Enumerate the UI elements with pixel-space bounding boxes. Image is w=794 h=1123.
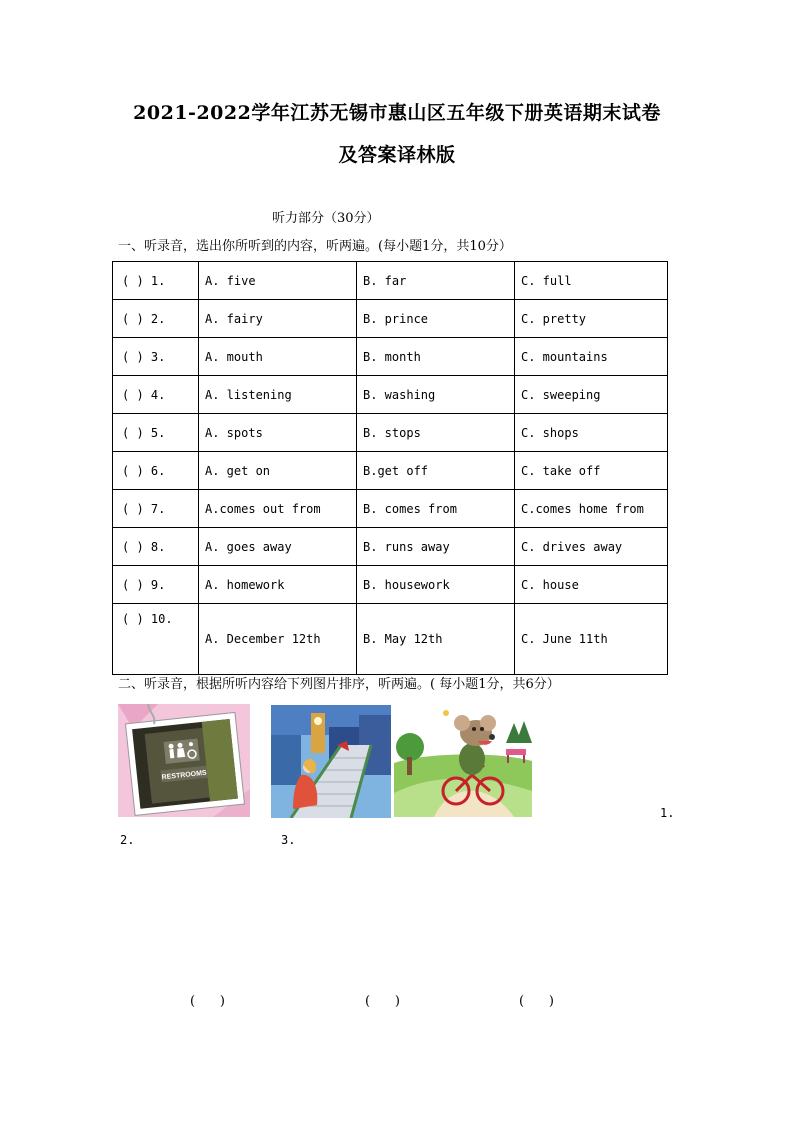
option-a: A. homework bbox=[199, 566, 357, 604]
question-number[interactable]: ( ) 5. bbox=[113, 414, 199, 452]
table-row bbox=[113, 566, 668, 604]
option-b: B. washing bbox=[357, 376, 515, 414]
option-a: A. December 12th bbox=[199, 604, 357, 675]
option-c: C. full bbox=[515, 262, 668, 300]
answer-paren-1[interactable]: ( ) bbox=[190, 994, 225, 1009]
question-number[interactable]: ( ) 8. bbox=[113, 528, 199, 566]
question-number[interactable]: ( ) 7. bbox=[113, 490, 199, 528]
answer-paren-2[interactable]: ( ) bbox=[365, 994, 400, 1009]
option-b: B. stops bbox=[357, 414, 515, 452]
option-a: A. get on bbox=[199, 452, 357, 490]
option-a: A. listening bbox=[199, 376, 357, 414]
table-row bbox=[113, 338, 668, 376]
option-b: B. housework bbox=[357, 566, 515, 604]
option-b: B. May 12th bbox=[357, 604, 515, 675]
option-b: B. far bbox=[357, 262, 515, 300]
table-row bbox=[113, 452, 668, 490]
option-b: B.get off bbox=[357, 452, 515, 490]
option-b: B. runs away bbox=[357, 528, 515, 566]
option-c: C. take off bbox=[515, 452, 668, 490]
table-row bbox=[113, 528, 668, 566]
question-number[interactable]: ( ) 2. bbox=[113, 300, 199, 338]
section1-heading: 一、听录音，选出你所听到的内容，听两遍。(每小题1分，共10分） bbox=[118, 239, 512, 254]
table-row bbox=[113, 300, 668, 338]
table-row bbox=[113, 376, 668, 414]
question-number[interactable]: ( ) 6. bbox=[113, 452, 199, 490]
option-c: C. drives away bbox=[515, 528, 668, 566]
option-c: C. sweeping bbox=[515, 376, 668, 414]
document-title-line2: 及答案译林版 bbox=[338, 144, 456, 166]
question-number[interactable]: ( ) 9. bbox=[113, 566, 199, 604]
question-number[interactable]: ( ) 3. bbox=[113, 338, 199, 376]
option-c: C. house bbox=[515, 566, 668, 604]
option-a: A. goes away bbox=[199, 528, 357, 566]
option-b: B. prince bbox=[357, 300, 515, 338]
restrooms-text: RESTROOMS bbox=[161, 769, 208, 782]
section2-heading: 二、听录音，根据所听内容给下列图片排序，听两遍。( 每小题1分，共6分） bbox=[118, 677, 560, 692]
option-a: A. fairy bbox=[199, 300, 357, 338]
question-table bbox=[112, 261, 668, 675]
listening-part-heading: 听力部分（30分） bbox=[272, 211, 380, 226]
option-a: A. five bbox=[199, 262, 357, 300]
picture-label-3: 3. bbox=[281, 833, 296, 847]
document-title-line1: 2021-2022学年江苏无锡市惠山区五年级下册英语期末试卷 bbox=[133, 102, 661, 124]
question-number[interactable]: ( ) 4. bbox=[113, 376, 199, 414]
option-c: C. pretty bbox=[515, 300, 668, 338]
table-row bbox=[113, 414, 668, 452]
table-row bbox=[113, 604, 668, 675]
princess-stairs-picture bbox=[271, 705, 391, 818]
option-c: C. June 11th bbox=[515, 604, 668, 675]
option-c: C. shops bbox=[515, 414, 668, 452]
option-b: B. comes from bbox=[357, 490, 515, 528]
table-row bbox=[113, 262, 668, 300]
picture-label-1: 1. bbox=[660, 806, 675, 820]
picture-label-2: 2. bbox=[120, 833, 135, 847]
option-b: B. month bbox=[357, 338, 515, 376]
table-row bbox=[113, 490, 668, 528]
answer-paren-3[interactable]: ( ) bbox=[519, 994, 554, 1009]
option-c: C.comes home from bbox=[515, 490, 668, 528]
question-number[interactable]: ( ) 10. bbox=[113, 604, 199, 675]
option-a: A. mouth bbox=[199, 338, 357, 376]
restroom-sign-picture bbox=[118, 704, 250, 817]
mouse-bicycle-picture bbox=[394, 703, 532, 817]
option-c: C. mountains bbox=[515, 338, 668, 376]
option-a: A.comes out from bbox=[199, 490, 357, 528]
option-a: A. spots bbox=[199, 414, 357, 452]
question-number[interactable]: ( ) 1. bbox=[113, 262, 199, 300]
